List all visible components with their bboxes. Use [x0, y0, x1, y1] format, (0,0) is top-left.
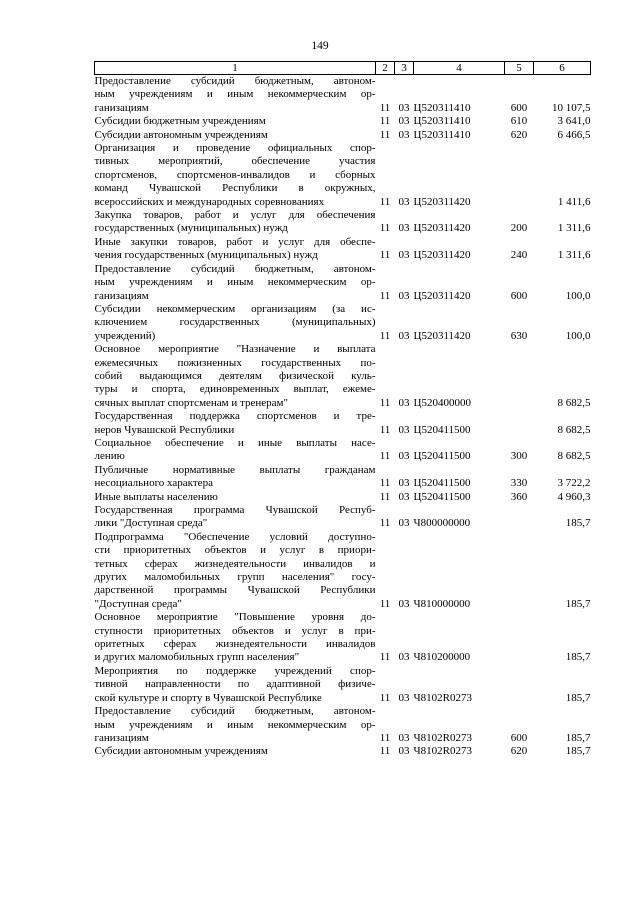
table-row — [95, 504, 591, 531]
row-name-line: тивных мероприятий, обеспечение участия — [94, 155, 376, 168]
amount-value: 185,7 — [565, 745, 591, 758]
table-row — [95, 236, 591, 263]
row-name-line: ступности приоритетных объектов и услуг в при- — [94, 624, 376, 637]
expense-type-code: 330 — [510, 477, 528, 490]
table-row — [95, 437, 591, 464]
section-code: 11 — [379, 477, 391, 490]
page-number: 149 — [311, 40, 329, 52]
row-name — [95, 531, 376, 611]
target-article-code: Ц520311420 — [413, 222, 471, 235]
row-name — [95, 611, 376, 665]
subsection-code: 03 — [398, 731, 410, 744]
expense-type-code — [505, 142, 534, 209]
target-article-code: Ч810200000 — [413, 651, 471, 664]
expense-type-code: 200 — [510, 222, 528, 235]
row-name-line: оритетных сферах жизнедеятельности инвалидов — [94, 638, 376, 651]
row-name-line: Субсидии автономным учреждениям — [94, 128, 268, 141]
table-row — [95, 491, 591, 504]
row-name-line: ным учреждениям и иным некоммерческим ор- — [94, 276, 376, 289]
section-code: 11 — [379, 651, 391, 664]
subsection-code: 03 — [398, 115, 410, 128]
row-name-line: ным учреждениям и иным некоммерческим ор- — [94, 718, 376, 731]
row-name — [95, 75, 376, 116]
column-header: 2 — [376, 62, 395, 75]
expense-type-code: 610 — [510, 115, 528, 128]
expense-type-code — [505, 410, 534, 437]
target-article-code: Ч800000000 — [413, 517, 471, 530]
subsection-code: 03 — [398, 101, 410, 114]
expense-type-code — [505, 531, 534, 611]
section-code: 11 — [379, 222, 391, 235]
section-code: 11 — [379, 289, 391, 302]
subsection-code: 03 — [398, 423, 410, 436]
column-header: 5 — [505, 62, 534, 75]
table-row — [95, 705, 591, 745]
row-name-line: лики "Доступная среда" — [94, 517, 208, 530]
row-name-line: Государственная поддержка спортсменов и тре- — [94, 410, 376, 423]
budget-table — [94, 61, 591, 759]
amount-value: 3 641,0 — [557, 115, 591, 128]
table-header-row — [95, 62, 591, 75]
row-name-line: государственных (муниципальных) нужд — [94, 222, 288, 235]
row-name-line: ской культуре и спорту в Чувашской Республике — [94, 691, 322, 704]
row-name — [95, 209, 376, 236]
subsection-code: 03 — [398, 597, 410, 610]
table-row — [95, 75, 591, 116]
table-row — [95, 142, 591, 209]
expense-type-code — [505, 343, 534, 410]
section-code: 11 — [379, 423, 391, 436]
row-name-line: "Доступная среда" — [94, 597, 182, 610]
row-name-line: Предоставление субсидий бюджетным, автоном- — [94, 75, 376, 87]
expense-type-code: 620 — [510, 745, 528, 758]
amount-value: 185,7 — [565, 651, 591, 664]
row-name-line: сти приоритетных объектов и услуг в приори- — [94, 544, 376, 557]
row-name-line: Основное мероприятие "Назначение и выплата — [94, 343, 376, 356]
target-article-code: Ц520311410 — [413, 101, 471, 114]
row-name-line: сячных выплат спортсменам и тренерам" — [94, 396, 288, 409]
row-name — [95, 263, 376, 303]
section-code: 11 — [379, 691, 391, 704]
table-row — [95, 115, 591, 128]
table-row — [95, 129, 591, 142]
subsection-code: 03 — [398, 477, 410, 490]
amount-value: 185,7 — [565, 731, 591, 744]
table-row — [95, 665, 591, 705]
expense-type-code: 600 — [510, 731, 528, 744]
row-name-line: команд Чувашской Республики в окружных, — [94, 182, 376, 195]
row-name-line: Государственная программа Чувашской Респуб- — [94, 504, 376, 516]
target-article-code: Ц520411500 — [413, 477, 471, 490]
section-code: 11 — [379, 101, 391, 114]
row-name-line: ным учреждениям и иным некоммерческим ор- — [94, 88, 376, 101]
row-name-line: Мероприятия по поддержке учреждений спор- — [94, 664, 376, 677]
row-name — [95, 665, 376, 705]
row-name-line: тетных сферах жизнедеятельности инвалидов и — [94, 557, 376, 570]
amount-value: 185,7 — [565, 691, 591, 704]
target-article-code: Ч8102R0273 — [413, 745, 472, 758]
target-article-code: Ч8102R0273 — [413, 691, 472, 704]
section-code: 11 — [379, 597, 391, 610]
row-name-line: Закупка товаров, работ и услуг для обеспечения — [94, 209, 376, 222]
amount-value: 8 682,5 — [557, 450, 591, 463]
subsection-code: 03 — [398, 450, 410, 463]
row-name-line: учреждений) — [94, 329, 156, 342]
amount-value: 100,0 — [565, 329, 591, 342]
subsection-code: 03 — [398, 195, 410, 208]
expense-type-code: 300 — [510, 450, 528, 463]
row-name — [95, 129, 376, 142]
row-name-line: Субсидии некоммерческим организациям (за ис- — [94, 302, 376, 315]
amount-value: 185,7 — [565, 597, 591, 610]
column-header: 3 — [395, 62, 414, 75]
column-header: 4 — [414, 62, 505, 75]
amount-value: 185,7 — [565, 517, 591, 530]
row-name-line: тивной направленности по адаптивной физиче- — [94, 678, 376, 691]
subsection-code: 03 — [398, 517, 410, 530]
row-name-line: спортсменов, спортсменов-инвалидов и сборных — [94, 168, 376, 181]
subsection-code: 03 — [398, 651, 410, 664]
row-name-line: ганизациям — [94, 289, 149, 302]
table-row — [95, 263, 591, 303]
section-code: 11 — [379, 128, 391, 141]
amount-value: 6 466,5 — [557, 128, 591, 141]
amount-value: 10 107,5 — [552, 101, 591, 114]
row-name-line: несоциального характера — [94, 477, 213, 490]
row-name-line: Публичные нормативные выплаты гражданам — [94, 463, 376, 476]
row-name-line: всероссийских и международных соревнованиях — [94, 195, 325, 208]
subsection-code: 03 — [398, 249, 410, 262]
row-name-line: неров Чувашской Республики — [94, 423, 235, 436]
target-article-code: Ц520311420 — [413, 249, 471, 262]
row-name-line: лению — [94, 450, 125, 463]
expense-type-code: 600 — [510, 101, 528, 114]
expense-type-code: 620 — [510, 128, 528, 141]
amount-value: 100,0 — [565, 289, 591, 302]
subsection-code: 03 — [398, 745, 410, 758]
target-article-code: Ц520400000 — [413, 396, 471, 409]
amount-value: 8 682,5 — [557, 396, 591, 409]
row-name — [95, 504, 376, 531]
column-header: 1 — [95, 62, 376, 75]
table-row — [95, 209, 591, 236]
row-name — [95, 236, 376, 263]
subsection-code: 03 — [398, 691, 410, 704]
table-row — [95, 464, 591, 491]
table-row — [95, 745, 591, 758]
row-name — [95, 343, 376, 410]
section-code: 11 — [379, 745, 391, 758]
row-name-line: собий выдающимся деятелям физической куль- — [94, 369, 376, 382]
row-name-line: Социальное обеспечение и иные выплаты насе- — [94, 436, 376, 449]
subsection-code: 03 — [398, 128, 410, 141]
target-article-code: Ц520311420 — [413, 329, 471, 342]
row-name — [95, 745, 376, 758]
table-row — [95, 611, 591, 665]
subsection-code: 03 — [398, 329, 410, 342]
subsection-code: 03 — [398, 222, 410, 235]
row-name-line: Организация и проведение официальных спор- — [94, 142, 376, 155]
subsection-code: 03 — [398, 396, 410, 409]
amount-value: 8 682,5 — [557, 423, 591, 436]
row-name-line: Предоставление субсидий бюджетным, автоном- — [94, 705, 376, 718]
subsection-code: 03 — [398, 490, 410, 503]
table-row — [95, 343, 591, 410]
section-code: 11 — [379, 115, 391, 128]
section-code: 11 — [379, 731, 391, 744]
row-name-line: ключением государственных (муниципальных) — [94, 316, 376, 329]
row-name-line: других маломобильных групп населения" госу- — [94, 571, 376, 584]
table-row — [95, 303, 591, 343]
target-article-code: Ч810000000 — [413, 597, 471, 610]
row-name — [95, 705, 376, 745]
row-name-line: Подпрограмма "Обеспечение условий доступно- — [94, 530, 376, 543]
row-name-line: ганизациям — [94, 731, 149, 744]
row-name — [95, 142, 376, 209]
amount-value: 3 722,2 — [557, 477, 591, 490]
row-name-line: чения государственных (муниципальных) нужд — [94, 249, 318, 262]
amount-value: 1 411,6 — [557, 195, 591, 208]
expense-type-code: 630 — [510, 329, 528, 342]
section-code: 11 — [379, 249, 391, 262]
expense-type-code — [505, 665, 534, 705]
row-name — [95, 115, 376, 128]
subsection-code: 03 — [398, 289, 410, 302]
row-name-line: Субсидии бюджетным учреждениям — [94, 115, 266, 128]
row-name-line: Иные закупки товаров, работ и услуг для обеспе- — [94, 235, 376, 248]
section-code: 11 — [379, 329, 391, 342]
expense-type-code: 360 — [510, 490, 528, 503]
row-name — [95, 303, 376, 343]
row-name-line: Основное мероприятие "Повышение уровня до- — [94, 611, 376, 624]
row-name-line: ганизациям — [94, 101, 149, 114]
amount-value: 1 311,6 — [557, 249, 591, 262]
expense-type-code: 240 — [510, 249, 528, 262]
table-row — [95, 410, 591, 437]
expense-type-code: 600 — [510, 289, 528, 302]
section-code: 11 — [379, 450, 391, 463]
row-name-line: дарственной программы Чувашской Республики — [94, 584, 376, 597]
target-article-code: Ц520411500 — [413, 423, 471, 436]
target-article-code: Ц520411500 — [413, 450, 471, 463]
target-article-code: Ц520311410 — [413, 115, 471, 128]
section-code: 11 — [379, 396, 391, 409]
target-article-code: Ц520311420 — [413, 195, 471, 208]
amount-value: 4 960,3 — [557, 490, 591, 503]
row-name-line: и других маломобильных групп населения" — [94, 651, 300, 664]
target-article-code: Ц520311410 — [413, 128, 471, 141]
target-article-code: Ч8102R0273 — [413, 731, 472, 744]
target-article-code: Ц520311420 — [413, 289, 471, 302]
row-name — [95, 464, 376, 491]
row-name-line: Предоставление субсидий бюджетным, автоном- — [94, 262, 376, 275]
table-row — [95, 531, 591, 611]
expense-type-code — [505, 611, 534, 665]
section-code: 11 — [379, 490, 391, 503]
column-header: 6 — [534, 62, 591, 75]
row-name-line: туры и спорта, единовременных выплат, ежеме- — [94, 383, 376, 396]
row-name-line: Иные выплаты населению — [94, 490, 218, 503]
row-name-line: ежемесячных пожизненных государственных по- — [94, 356, 376, 369]
row-name — [95, 410, 376, 437]
row-name — [95, 491, 376, 504]
target-article-code: Ц520411500 — [413, 490, 471, 503]
section-code: 11 — [379, 517, 391, 530]
expense-type-code — [505, 504, 534, 531]
row-name-line: Субсидии автономным учреждениям — [94, 745, 268, 758]
section-code: 11 — [379, 195, 391, 208]
row-name — [95, 437, 376, 464]
amount-value: 1 311,6 — [557, 222, 591, 235]
